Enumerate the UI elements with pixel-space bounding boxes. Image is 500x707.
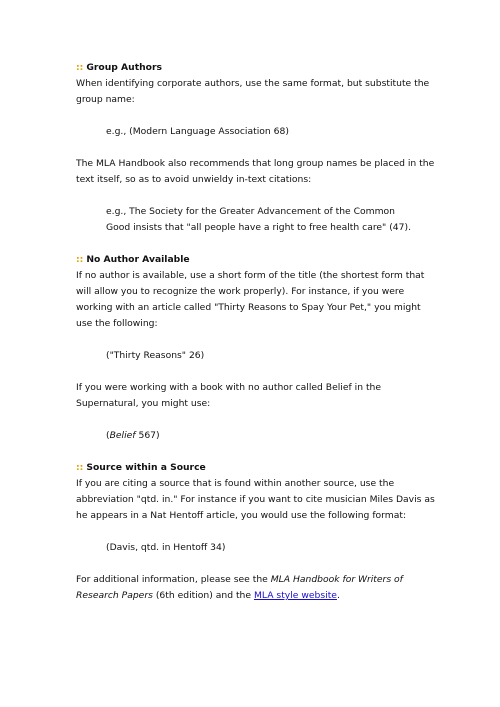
- bullet-icon: ::: [76, 254, 84, 265]
- paren-open: (: [106, 430, 110, 441]
- group-authors-example-2-line-1: e.g., The Society for the Greater Advancement of the Common: [106, 206, 395, 217]
- italic-title: Belief: [109, 430, 136, 441]
- section-heading-no-author: [76, 252, 436, 268]
- heading-text: Group Authors: [86, 62, 162, 73]
- group-authors-example: e.g., (Modern Language Association 68): [106, 126, 289, 137]
- group-authors-intro: When identifying corporate authors, use the same format, but substitute the group name:: [76, 78, 430, 105]
- handbook-title: MLA Handbook for Writers of Research Papers: [76, 574, 403, 601]
- bullet-icon: ::: [76, 462, 84, 473]
- heading-text: No Author Available: [86, 254, 190, 265]
- no-author-intro: If no author is available, use a short form of the title (the shortest form that will allow you to recognize the work properly). For instance, if you were working with an article called "Thirty Reasons to Spay Your Pet," you might use the following:: [76, 270, 425, 329]
- additional-prefix: For additional information, please see the: [76, 574, 271, 585]
- no-author-book-example: [106, 428, 436, 444]
- source-within-intro: If you are citing a source that is found within another source, use the abbreviation "qtd. in." For instance if you want to cite musician Miles Davis as he appears in a Nat Hentoff article, you would use the following format:: [76, 478, 435, 521]
- document-page: [76, 60, 436, 604]
- page-ref: 567): [135, 430, 160, 441]
- mla-style-website-link[interactable]: MLA style website: [253, 590, 337, 601]
- source-within-example: (Davis, qtd. in Hentoff 34): [106, 542, 226, 553]
- additional-suffix: .: [336, 590, 340, 601]
- section-heading-group-authors: [76, 60, 436, 76]
- group-authors-recommendation: The MLA Handbook also recommends that long group names be placed in the text itself, so as to avoid unwieldy in-text citations:: [76, 158, 435, 185]
- group-authors-example-2-line-2: Good insists that "all people have a right to free health care" (47).: [106, 222, 411, 233]
- heading-text: Source within a Source: [86, 462, 206, 473]
- section-heading-source-within: [76, 460, 436, 476]
- additional-middle: (6th edition) and the: [152, 590, 254, 601]
- no-author-example: ("Thirty Reasons" 26): [106, 350, 205, 361]
- bullet-icon: ::: [76, 62, 84, 73]
- no-author-book-text: If you were working with a book with no author called Belief in the Supernatural, you might use:: [76, 382, 382, 409]
- additional-info: [76, 572, 436, 604]
